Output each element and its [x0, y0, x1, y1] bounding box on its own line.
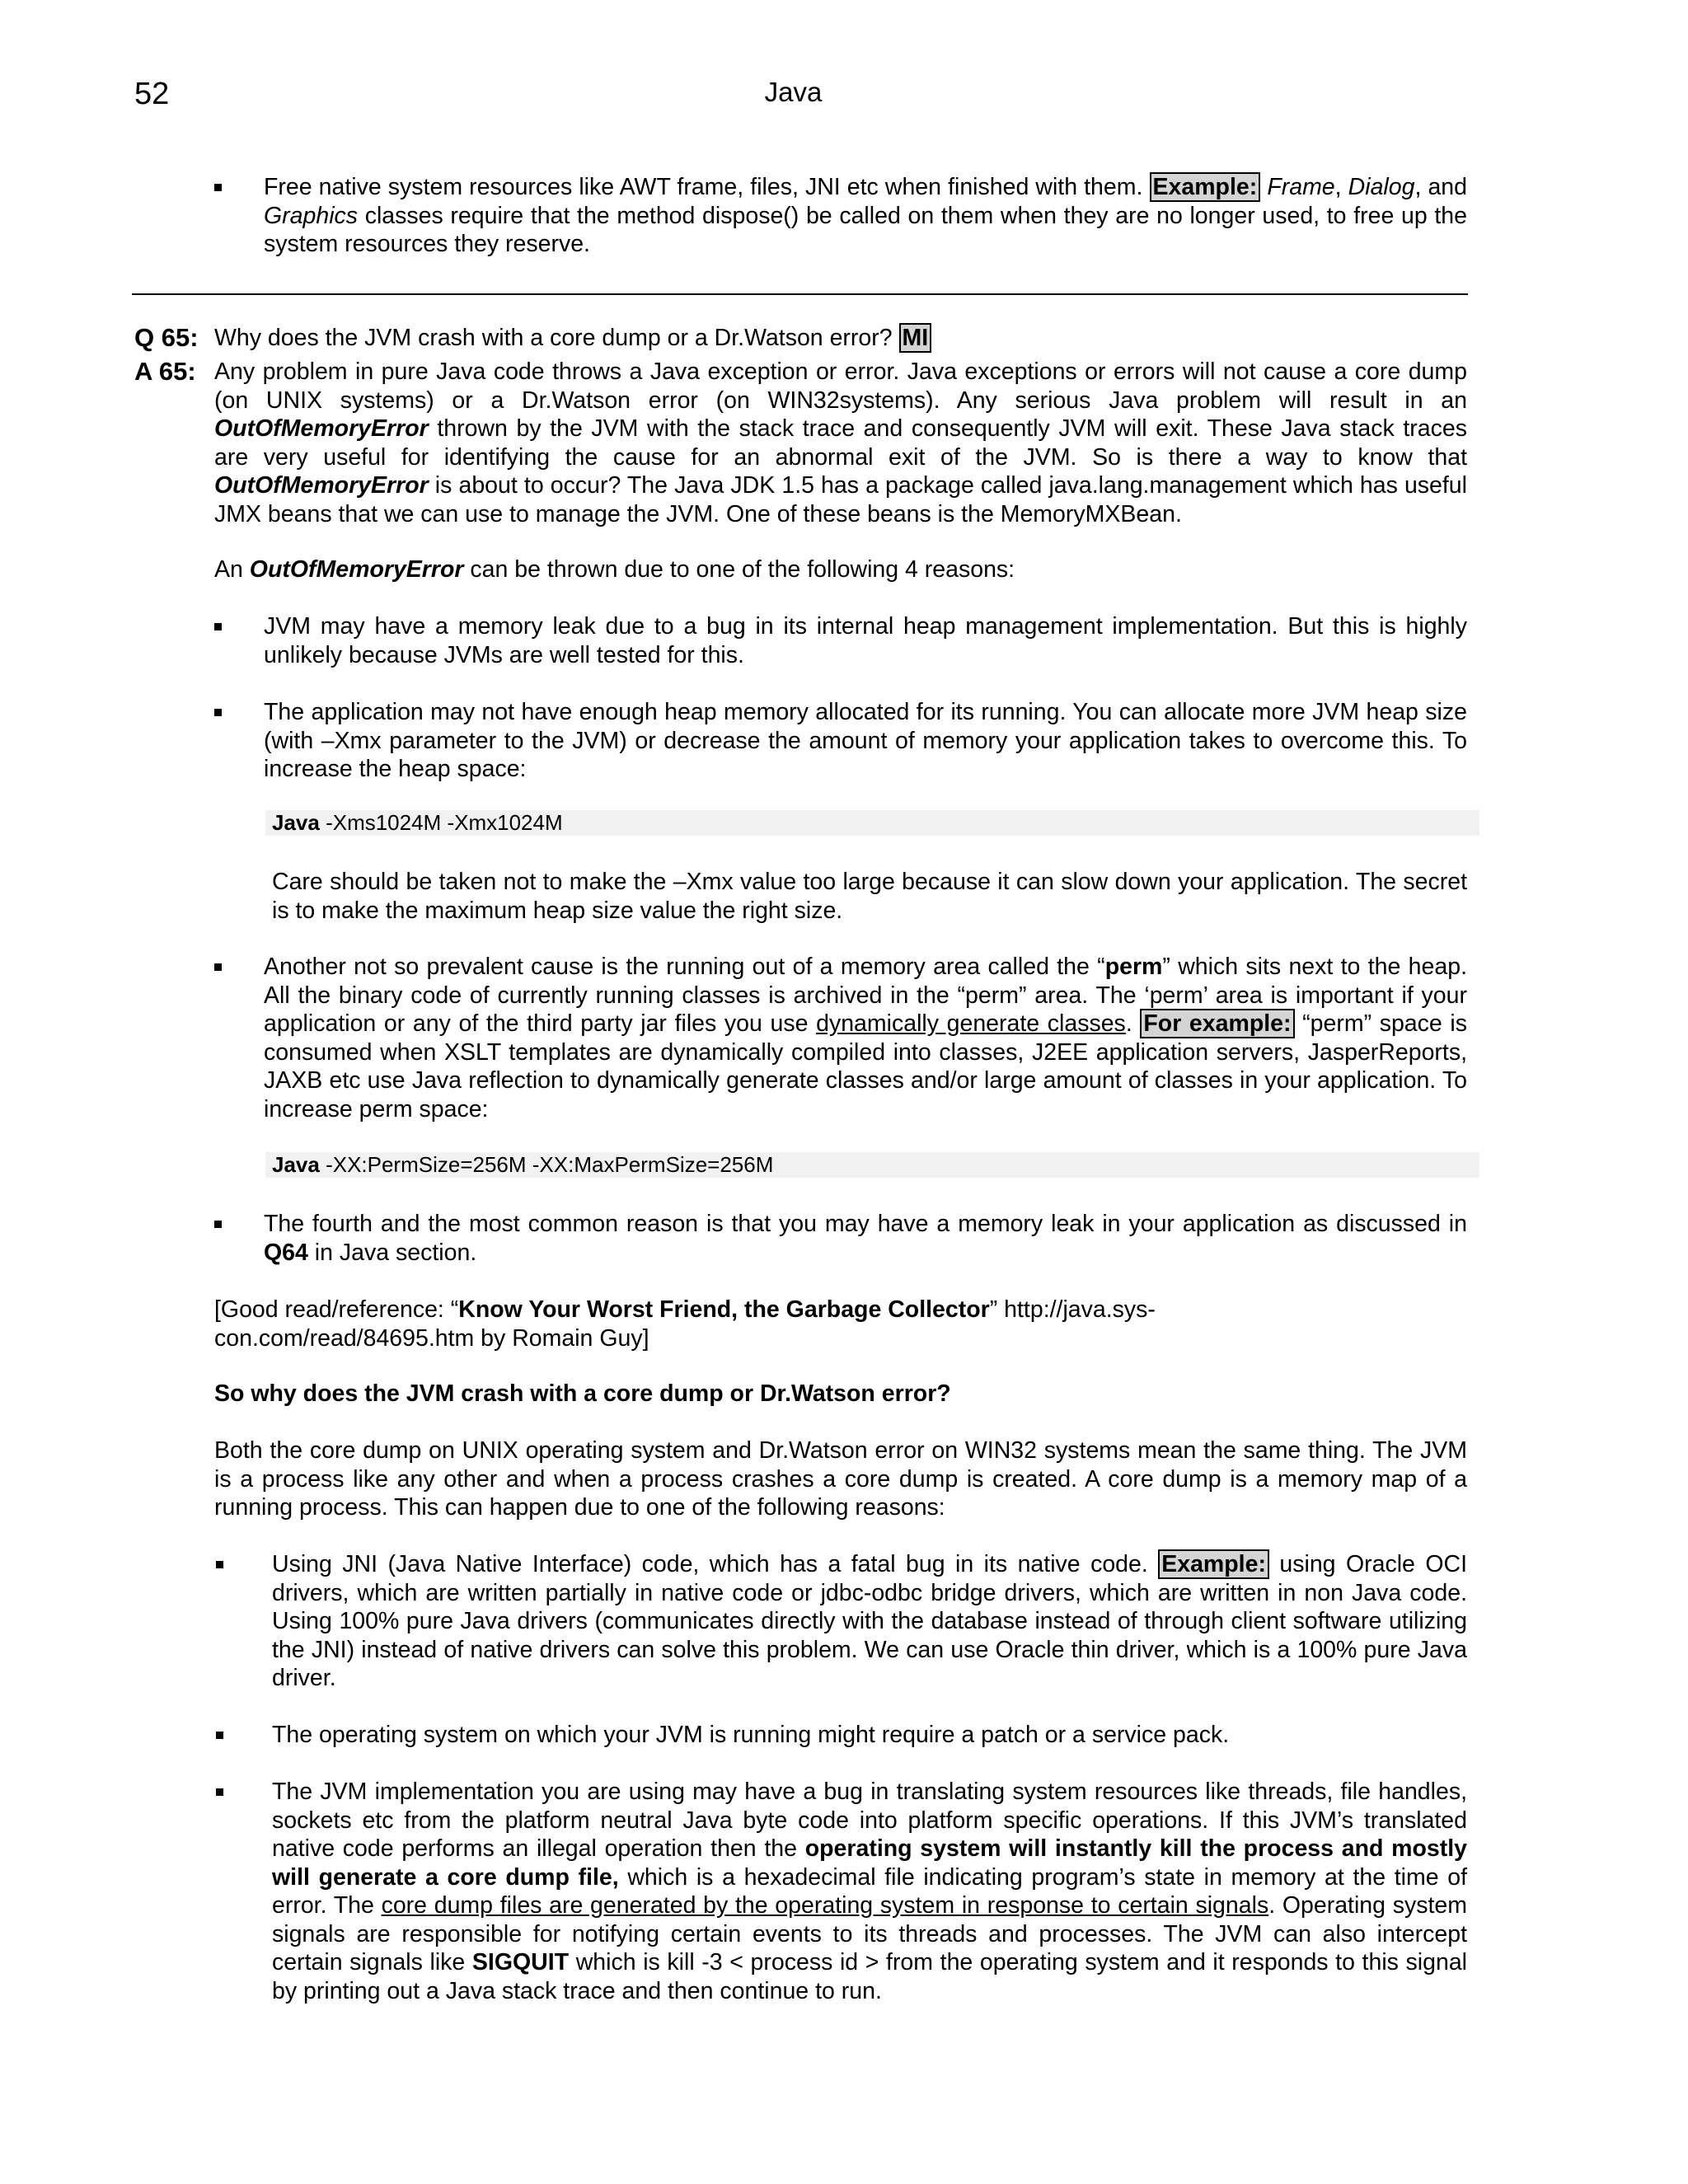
bullet-square-icon: [216, 1732, 223, 1739]
example-tag: Example:: [1150, 172, 1261, 202]
crash-text-3: The JVM implementation you are using may have a bug in translating system resources like threads, file handles, sockets etc from the platform neutral Java byte code into platform specific operations. If this JVM’s translated native code performs an illegal operation then the operating system will instantly kill the process and mostly will generate a core dump file, which is a hexadecimal file indicating program’s state in memory at the time of error. The core dump files are generated by the operating system in response to certain signals. Operating system signals are responsible for notifying certain events to its threads and processes. The JVM can also intercept certain signals like SIGQUIT which is kill -3 < process id > from the operating system and it responds to this signal by printing out a Java stack trace and then continue to run.: [272, 1779, 1467, 2004]
crash-text-2: The operating system on which your JVM is running might require a patch or a service pack.: [272, 1722, 1230, 1748]
bullet-square-icon: [214, 963, 222, 971]
section-divider: [132, 293, 1468, 295]
bullet-square-icon: [214, 1221, 222, 1228]
answer-label: A 65:: [134, 357, 196, 386]
for-example-tag: For example:: [1140, 1009, 1294, 1038]
reason-text-4: The fourth and the most common reason is that you may have a memory leak in your application as discussed in Q64 in Java section.: [264, 1211, 1467, 1266]
care-note: Care should be taken not to make the –Xmx value too large because it can slow down your application. The secret is to make the maximum heap size value the right size.: [272, 869, 1467, 924]
question-text: Why does the JVM crash with a core dump or a Dr.Watson error? MI: [214, 324, 1467, 353]
bullet-square-icon: [216, 1788, 223, 1796]
intro-bullet-text: Free native system resources like AWT frame, files, JNI etc when finished with them. Example: Frame, Dialog, and Graphics classes require that the method dispose() be called on them when they are no longer used, to free up the system resources they reserve.: [264, 174, 1467, 257]
answer-text: Any problem in pure Java code throws a Java exception or error. Java exceptions or errors will not cause a core dump (on UNIX systems) or a Dr.Watson error (on WIN32systems). Any serious Java problem will result in an OutOfMemoryError thrown by the JVM with the stack trace and consequently JVM will exit. These Java stack traces are very useful for identifying the cause for an abnormal exit of the JVM. So is there a way to know that OutOfMemoryError is about to occur? The Java JDK 1.5 has a package called java.lang.management which has useful JMX beans that we can use to manage the JVM. One of these beans is the MemoryMXBean.: [214, 359, 1467, 527]
code-heap-command: Java -Xms1024M -Xmx1024M: [265, 810, 1479, 836]
question-label: Q 65:: [134, 323, 199, 352]
reason-text-3: Another not so prevalent cause is the running out of a memory area called the “perm” which sits next to the heap. All the binary code of currently running classes is archived in the “perm” area. The ‘perm’ area is important if your application or any of the third party jar files you use dynamically generate classes. For example: “perm” space is consumed when XSLT templates are dynamically compiled into classes, J2EE application servers, JasperReports, JAXB etc use Java reflection to dynamically generate classes and/or large amount of classes in your application. To increase perm space:: [264, 954, 1467, 1122]
bullet-square-icon: [214, 709, 222, 716]
page-number: 52: [134, 77, 170, 111]
reason-text-1: JVM may have a memory leak due to a bug in its internal heap management implementation. But this is highly unlikely because JVMs are well tested for this.: [264, 613, 1467, 668]
reference-note: [Good read/reference: “Know Your Worst Friend, the Garbage Collector” http://java.sys- con.com/read/84695.htm by Romain Guy]: [214, 1296, 1156, 1352]
crash-text-1: Using JNI (Java Native Interface) code, which has a fatal bug in its native code. Example: using Oracle OCI drivers, which are written partially in native code or jdbc-odbc bridge drivers, which are written in non Java code. Using 100% pure Java drivers (communicates directly with the database instead of through client software utilizing the JNI) instead of native drivers can solve this problem. We can use Oracle thin driver, which is a 100% pure Java driver.: [272, 1551, 1467, 1691]
mi-tag: MI: [899, 323, 932, 353]
bullet-square-icon: [216, 1561, 223, 1568]
reasons-intro: An OutOfMemoryError can be thrown due to one of the following 4 reasons:: [214, 556, 1015, 583]
core-dump-paragraph: Both the core dump on UNIX operating system and Dr.Watson error on WIN32 systems mean the same thing. The JVM is a process like any other and when a process crashes a core dump is created. A core dump is a memory map of a running process. This can happen due to one of the following reasons:: [214, 1437, 1467, 1521]
example-tag: Example:: [1158, 1549, 1269, 1579]
code-perm-command: Java -XX:PermSize=256M -XX:MaxPermSize=256M: [265, 1152, 1479, 1178]
bullet-square-icon: [214, 623, 222, 630]
section-subheading: So why does the JVM crash with a core dump or Dr.Watson error?: [214, 1380, 951, 1407]
reason-text-2: The application may not have enough heap memory allocated for its running. You can allocate more JVM heap size (with –Xmx parameter to the JVM) or decrease the amount of memory your application takes to overcome this. To increase the heap space:: [264, 699, 1467, 782]
running-title: Java: [764, 77, 823, 107]
bullet-square-icon: [214, 184, 222, 191]
